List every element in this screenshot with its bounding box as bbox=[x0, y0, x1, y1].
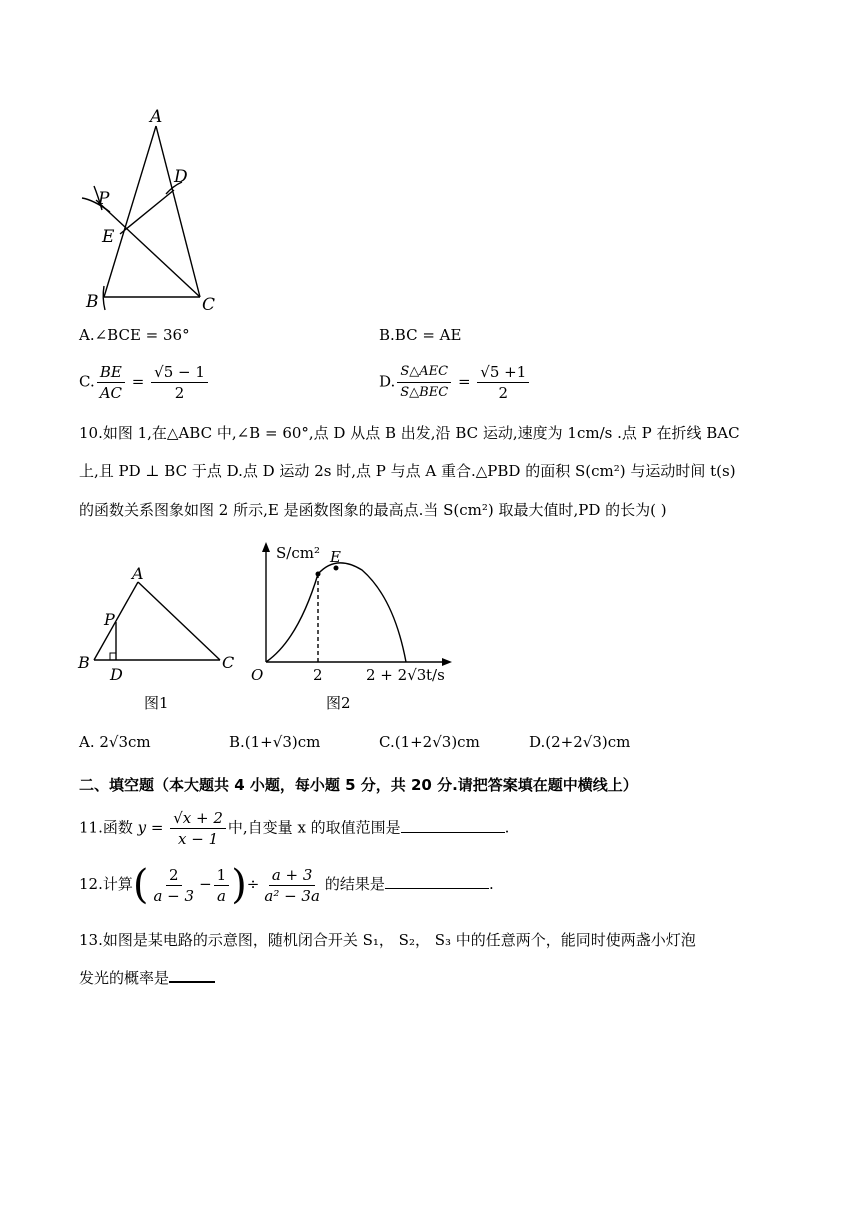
q9-option-a: A.∠BCE = 36° bbox=[79, 326, 190, 344]
q12-fraction-1 bbox=[150, 865, 197, 906]
q12-suffix: 的结果是 bbox=[324, 875, 385, 893]
q10-figure-2 bbox=[246, 540, 456, 712]
q12-close-paren: ) bbox=[231, 862, 247, 908]
q12-end: . bbox=[488, 875, 494, 893]
q10-figure-1 bbox=[76, 562, 246, 712]
q9-option-d-lhs bbox=[397, 362, 451, 403]
label-a: A bbox=[132, 564, 144, 583]
point-a bbox=[316, 572, 321, 577]
q9-option-c: C. $\frac{BE}{AC}$ = $\frac{√5 - 1}{2}$ bbox=[79, 362, 210, 403]
q9-option-d-rhs bbox=[477, 362, 529, 403]
q9-option-c-rhs bbox=[151, 362, 208, 403]
q12-div: ÷ bbox=[246, 875, 260, 893]
q9-c-den: AC bbox=[99, 384, 123, 402]
q10-line-1: 10.如图 1,在△ABC 中,∠B = 60°,点 D 从点 B 出发,沿 BC 运动,速度为 1cm/s .点 P 在折线 BAC bbox=[79, 424, 740, 442]
label-p: P bbox=[104, 610, 115, 629]
label-o: O bbox=[251, 666, 264, 684]
q10-option-d: D.(2+2√3)cm bbox=[529, 733, 631, 751]
q9-d-rhs-num: √5 +1 bbox=[477, 362, 529, 383]
fig1-caption: 图1 bbox=[144, 694, 169, 712]
x-axis-label: t/s bbox=[426, 666, 445, 684]
q9-d-den: S△BEC bbox=[400, 385, 449, 400]
q11-num: √x + 2 bbox=[170, 808, 226, 829]
q9-d-num: S△AEC bbox=[397, 362, 451, 383]
q12-f1-den: a − 3 bbox=[153, 886, 195, 905]
curve-rise bbox=[266, 574, 318, 662]
section-2-title: 二、填空题（本大题共 4 小题，每小题 5 分，共 20 分.请把答案填在题中横线上） bbox=[79, 776, 638, 794]
q12-f2-den: a bbox=[216, 886, 226, 905]
tick-2: 2 bbox=[313, 666, 323, 684]
q12-fraction-3 bbox=[261, 865, 323, 906]
y-axis-label: S/cm² bbox=[276, 544, 320, 562]
q11 bbox=[79, 808, 509, 849]
q10-line-2: 上,且 PD ⊥ BC 于点 D.点 D 运动 2s 时,点 P 与点 A 重合.△PBD 的面积 S(cm²) 与运动时间 t(s) bbox=[79, 462, 736, 480]
label-c: C bbox=[202, 295, 216, 315]
q9-option-c-lhs bbox=[97, 362, 125, 403]
q12-prefix: 12.计算 bbox=[79, 875, 133, 893]
q11-fraction bbox=[170, 808, 226, 849]
label-e: E bbox=[330, 548, 341, 566]
label-b: B bbox=[86, 292, 99, 312]
q12-minus: − bbox=[199, 875, 212, 893]
q11-y: y = bbox=[137, 818, 164, 837]
q12-f2-num: 1 bbox=[214, 865, 230, 886]
q9-option-d: D. $\frac{\text{S△AEC}}{\text{S△BEC}}$ = $\frac{√5 +1}{2}$ bbox=[379, 362, 531, 403]
q12-fraction-2 bbox=[214, 865, 230, 906]
q10-line-3: 的函数关系图象如图 2 所示,E 是函数图象的最高点.当 S(cm²) 取最大值时,PD 的长为( ) bbox=[79, 501, 667, 519]
point-e bbox=[334, 566, 339, 571]
q9-c-rhs-den: 2 bbox=[174, 384, 185, 402]
q12-f3-num: a + 3 bbox=[269, 865, 316, 886]
q9-option-c-prefix: C. bbox=[79, 372, 95, 391]
q9-option-b: B.BC = AE bbox=[379, 326, 462, 344]
line-ed bbox=[120, 190, 174, 234]
q10-option-b: B.(1+√3)cm bbox=[229, 733, 321, 751]
q9-triangle-figure bbox=[78, 100, 228, 320]
q11-answer-blank[interactable] bbox=[401, 818, 505, 833]
q11-den: x − 1 bbox=[178, 830, 219, 848]
q9-c-rhs-num: √5 − 1 bbox=[151, 362, 208, 383]
q9-c-num: BE bbox=[97, 362, 125, 383]
q11-prefix: 11.函数 bbox=[79, 818, 133, 837]
q12-answer-blank[interactable] bbox=[385, 874, 489, 889]
arc-b bbox=[103, 286, 105, 310]
x-arrow bbox=[442, 658, 452, 666]
tick-2-plus-2root3: 2 + 2√3 bbox=[366, 666, 427, 684]
label-p: P bbox=[98, 189, 110, 209]
line-pc bbox=[96, 200, 200, 297]
q9-d-rhs-den: 2 bbox=[498, 384, 509, 402]
q11-end: . bbox=[504, 818, 510, 837]
q13-answer-blank[interactable] bbox=[169, 967, 215, 983]
q11-suffix: 中,自变量 x 的取值范围是 bbox=[227, 818, 401, 837]
label-d: D bbox=[174, 167, 188, 187]
label-d: D bbox=[110, 665, 123, 684]
q9-option-d-prefix: D. bbox=[379, 372, 396, 391]
y-arrow bbox=[262, 542, 270, 552]
label-b: B bbox=[78, 653, 90, 672]
q12-f1-num: 2 bbox=[166, 865, 182, 886]
label-c: C bbox=[222, 653, 235, 672]
q12-f3-den: a² − 3a bbox=[264, 886, 320, 905]
q10-option-a: A. 2√3cm bbox=[79, 733, 151, 751]
curve-fall bbox=[318, 563, 406, 662]
fig2-caption: 图2 bbox=[326, 694, 351, 712]
label-a: A bbox=[150, 107, 163, 127]
side-ac bbox=[138, 582, 220, 660]
label-e: E bbox=[102, 227, 115, 247]
q10-option-c: C.(1+2√3)cm bbox=[379, 733, 480, 751]
q12-open-paren: ( bbox=[132, 862, 149, 908]
side-ac bbox=[156, 126, 200, 297]
q13-line-2 bbox=[79, 967, 215, 988]
q13-line-1: 13.如图是某电路的示意图，随机闭合开关 S₁， S₂， S₃ 中的任意两个，能同时使两盏小灯泡 bbox=[79, 931, 696, 949]
q12 bbox=[79, 862, 494, 908]
q13-line-2-text: 发光的概率是 bbox=[79, 969, 170, 987]
right-angle-mark bbox=[110, 653, 116, 660]
